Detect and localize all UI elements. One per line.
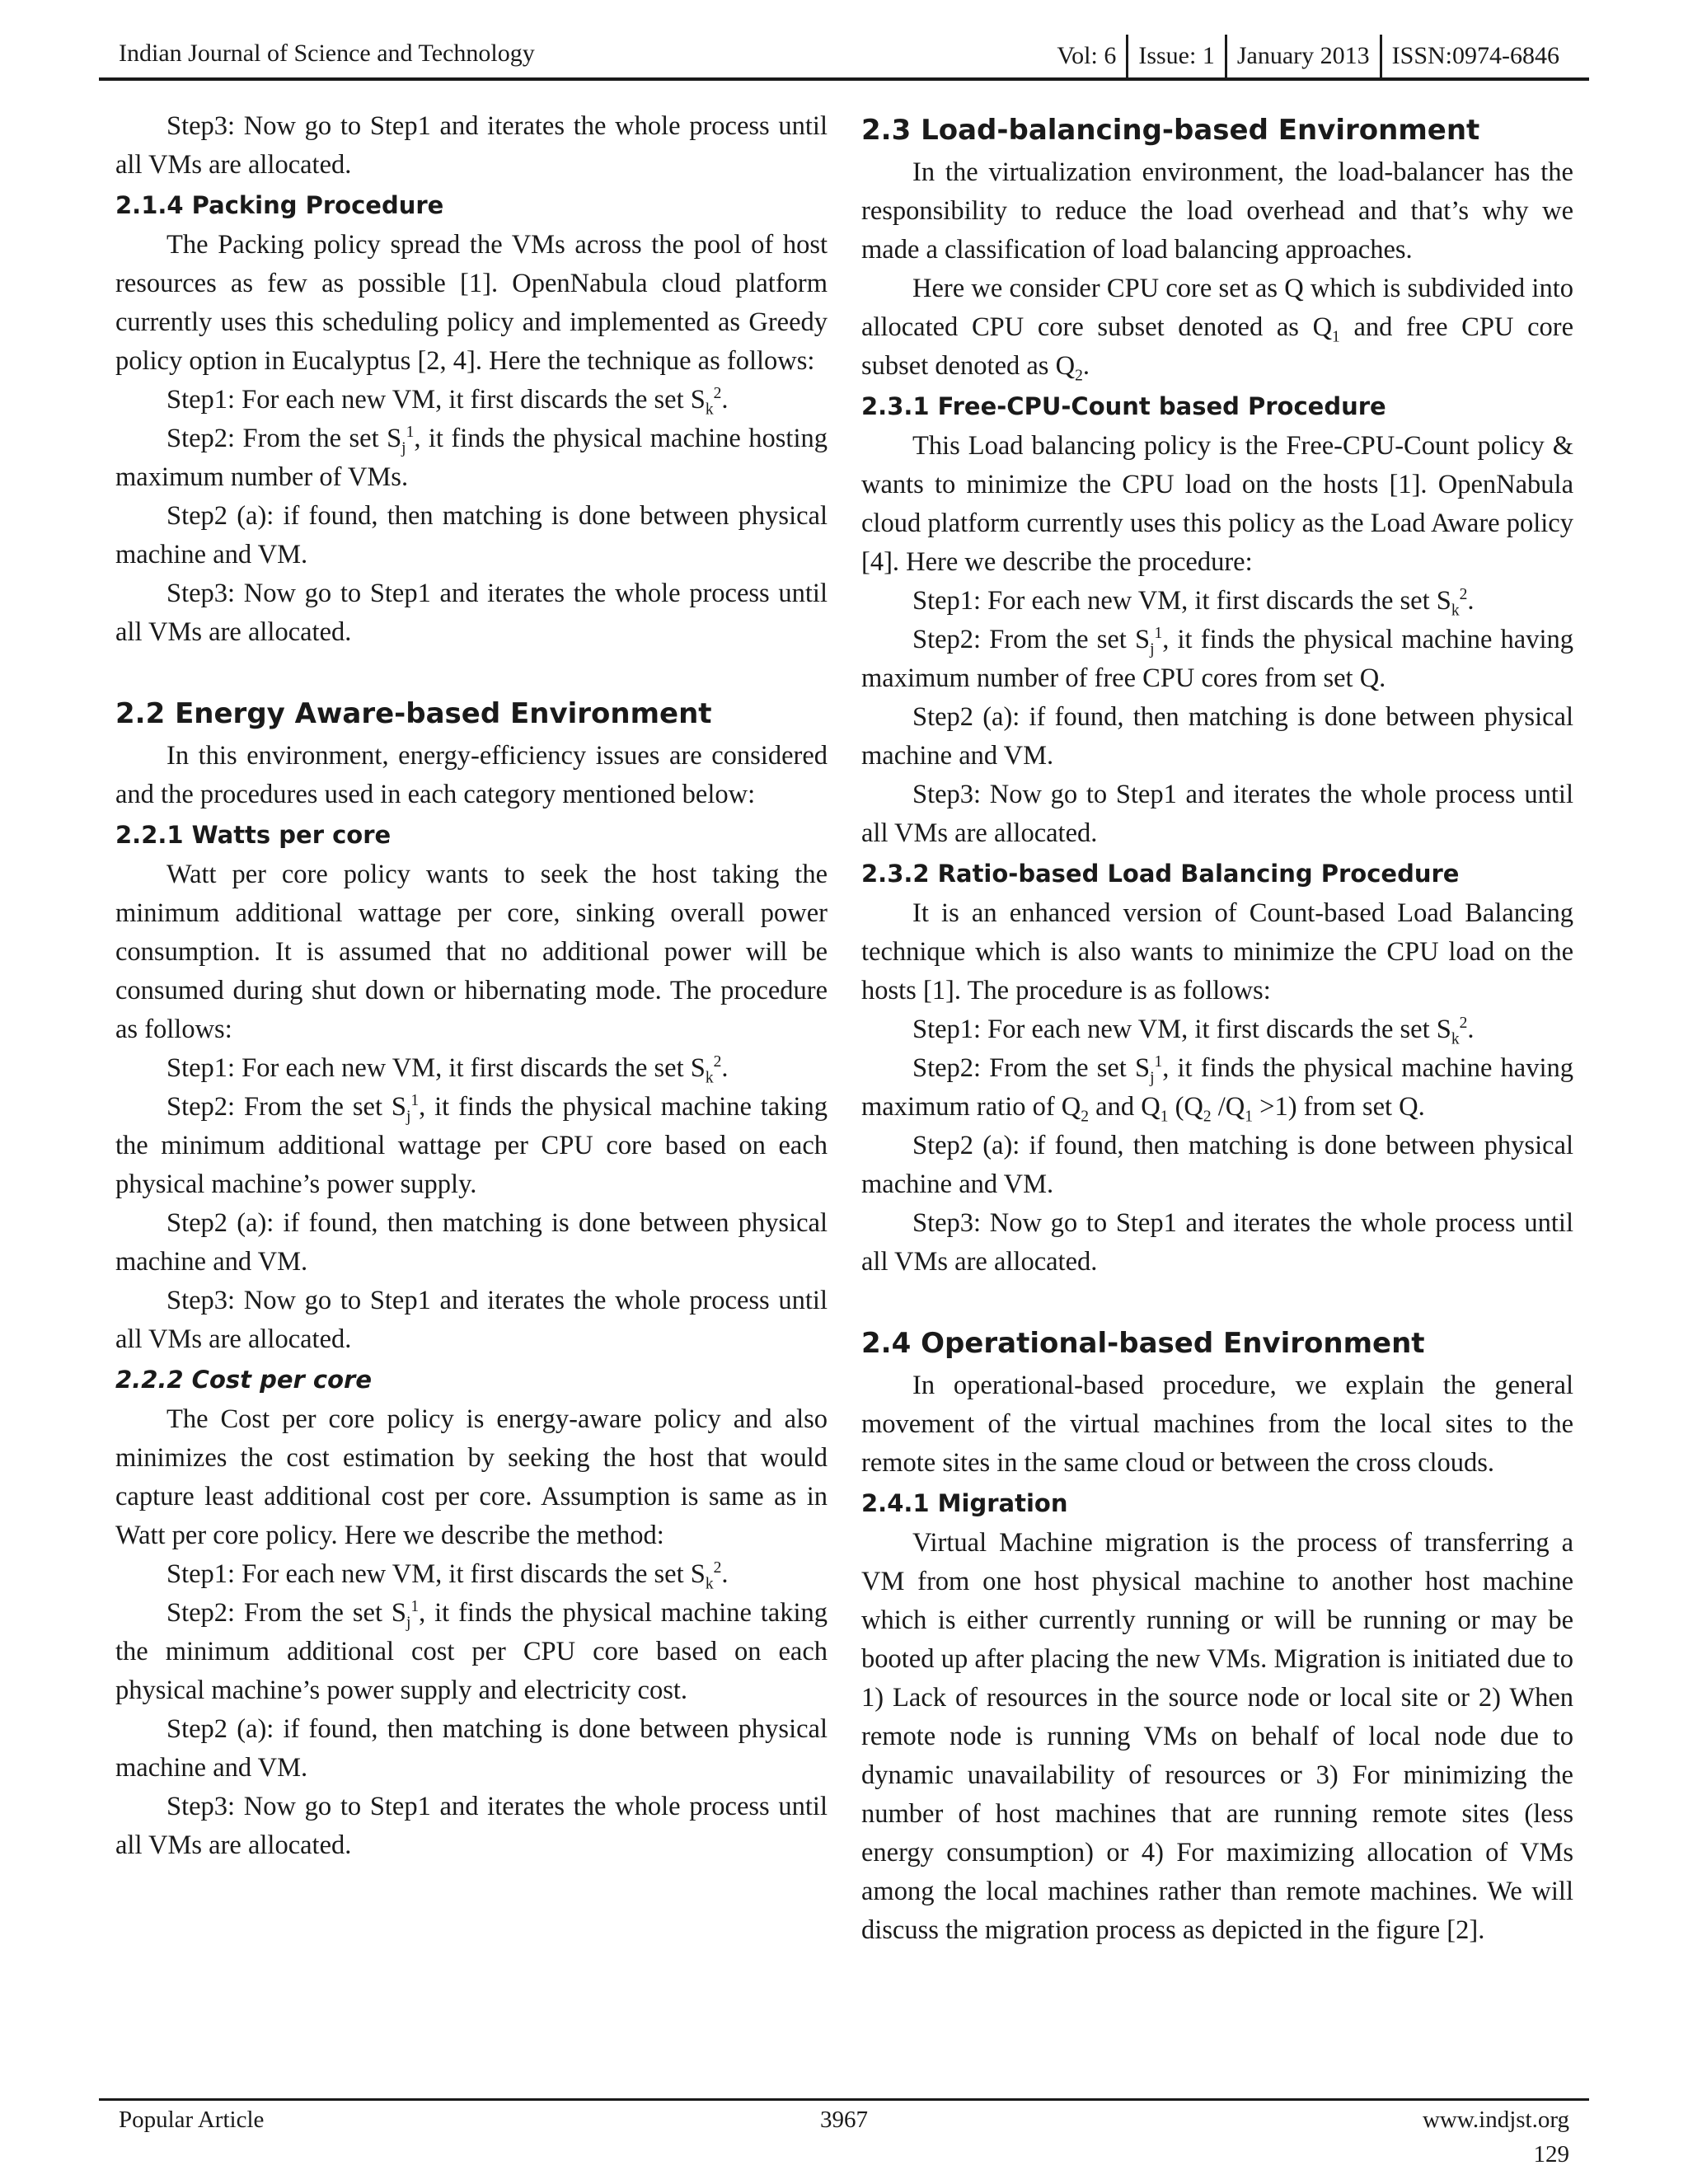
subscript: j — [406, 1614, 411, 1632]
step-text: , it finds the physical machine having maximum number of free CPU cores from set Q. — [861, 625, 1573, 693]
step-1 — [115, 381, 828, 419]
right-column — [861, 107, 1573, 1950]
paragraph: This Load balancing policy is the Free-CPU-Count policy & wants to minimize the CPU load on the hosts [1]. OpenNabula cloud platform currently uses this policy as the Load Aware policy [4]. Here we describe the procedure: — [861, 431, 1573, 577]
superscript: 1 — [1154, 1053, 1163, 1071]
subscript: k — [705, 1069, 714, 1087]
step-text: Step1: For each new VM, it first discards the set S — [166, 1053, 706, 1083]
subscript: 2 — [1203, 1108, 1212, 1126]
issn: ISSN:0974-6846 — [1391, 42, 1559, 69]
step-1 — [861, 1010, 1573, 1049]
step-text: , it finds the physical machine having maximum ratio of Q — [861, 1053, 1573, 1122]
heading-2-2: 2.2 Energy Aware-based Environment — [115, 697, 712, 730]
heading-2-4-1: 2.4.1 Migration — [861, 1489, 1068, 1517]
step-text: , it finds the physical machine hosting maximum number of VMs. — [115, 424, 828, 492]
subscript: k — [705, 1575, 714, 1593]
step-2a: Step2 (a): if found, then matching is done between physical machine and VM. — [115, 1208, 828, 1277]
step-1 — [115, 1555, 828, 1594]
journal-website[interactable]: www.indjst.org — [1422, 2107, 1569, 2133]
subscript: j — [1150, 1069, 1155, 1087]
step-2 — [861, 621, 1573, 698]
step-text: Step1: For each new VM, it first discards the set S — [912, 586, 1451, 616]
superscript: 2 — [713, 385, 722, 403]
spacer — [861, 1282, 1573, 1320]
step-text: , it finds the physical machine taking the minimum additional cost per CPU core based on each physical machine’s power supply and electricity cost. — [115, 1598, 828, 1705]
paragraph: In the virtualization environment, the load-balancer has the responsibility to reduce the load overhead and that’s why we made a classification of load balancing approaches. — [861, 157, 1573, 265]
subscript: j — [401, 439, 406, 457]
step-text: Step1: For each new VM, it first discards the set S — [166, 385, 706, 415]
superscript: 2 — [713, 1053, 722, 1071]
period: . — [721, 385, 729, 415]
footer-rule — [99, 2098, 1589, 2101]
step-text: , it finds the physical machine taking the minimum additional wattage per CPU core based on each physical machine’s power supply. — [115, 1092, 828, 1199]
period: . — [1082, 351, 1090, 381]
step-1 — [115, 1049, 828, 1088]
step-3: Step3: Now go to Step1 and iterates the whole process until all VMs are allocated. — [861, 780, 1573, 848]
step-3: Step3: Now go to Step1 and iterates the whole process until all VMs are allocated. — [115, 579, 828, 647]
superscript: 1 — [410, 1598, 420, 1616]
volume: Vol: 6 — [1057, 42, 1117, 69]
step-3: Step3: Now go to Step1 and iterates the whole process until all VMs are allocated. — [115, 1792, 828, 1860]
paragraph: In this environment, energy-efficiency issues are considered and the procedures used in each category mentioned below: — [115, 741, 828, 809]
superscript: 1 — [1154, 625, 1163, 643]
subscript: j — [1150, 640, 1155, 658]
superscript: 2 — [1459, 586, 1468, 604]
paragraph — [861, 269, 1573, 386]
subscript: k — [705, 401, 714, 419]
spacer — [115, 652, 828, 691]
period: . — [721, 1559, 729, 1589]
step-text: Step1: For each new VM, it first discards the set S — [912, 1015, 1451, 1044]
header-rule — [99, 77, 1589, 81]
step-2a: Step2 (a): if found, then matching is done between physical machine and VM. — [115, 501, 828, 569]
subscript: 1 — [1160, 1108, 1169, 1126]
step-3: Step3: Now go to Step1 and iterates the whole process until all VMs are allocated. — [861, 1208, 1573, 1277]
step-2a: Step2 (a): if found, then matching is done between physical machine and VM. — [861, 702, 1573, 771]
step-3: Step3: Now go to Step1 and iterates the whole process until all VMs are allocated. — [115, 1286, 828, 1354]
subscript: 2 — [1075, 367, 1083, 385]
step-text: Step2: From the set S — [166, 424, 402, 453]
page-number: 129 — [1533, 2141, 1569, 2168]
period: . — [1467, 586, 1475, 616]
paragraph-text: and free CPU core subset denoted as Q — [861, 312, 1573, 381]
left-column — [115, 107, 828, 1865]
subscript: k — [1451, 1030, 1460, 1048]
heading-2-4: 2.4 Operational-based Environment — [861, 1327, 1425, 1360]
heading-2-3: 2.3 Load-balancing-based Environment — [861, 114, 1480, 147]
issue-date: January 2013 — [1236, 42, 1370, 69]
step-2 — [115, 1088, 828, 1204]
heading-2-1-4: 2.1.4 Packing Procedure — [115, 191, 444, 219]
step-1 — [861, 582, 1573, 621]
step-text: Step2: From the set S — [912, 1053, 1151, 1083]
running-header — [99, 33, 1589, 79]
superscript: 1 — [406, 424, 415, 442]
paragraph: It is an enhanced version of Count-based Load Balancing technique which is also wants to minimize the CPU load on the hosts [1]. The procedure is as follows: — [861, 898, 1573, 1005]
period: . — [1467, 1015, 1475, 1044]
paragraph: Step3: Now go to Step1 and iterates the whole process until all VMs are allocated. — [115, 111, 828, 180]
paragraph: In operational-based procedure, we explain the general movement of the virtual machines from the local sites to the remote sites in the same cloud or between the cross clouds. — [861, 1371, 1573, 1478]
subscript: k — [1451, 602, 1460, 620]
article-number: 3967 — [820, 2107, 868, 2133]
subscript: 1 — [1332, 328, 1340, 346]
paragraph: Watt per core policy wants to seek the host taking the minimum additional wattage per core, sinking overall power consumption. It is assumed that no additional power will be consumed during shut down or hibernating mode. The procedure as follows: — [115, 860, 828, 1044]
superscript: 2 — [1459, 1015, 1468, 1033]
subscript: 1 — [1245, 1108, 1253, 1126]
step-text: /Q — [1211, 1092, 1245, 1122]
heading-2-3-2: 2.3.2 Ratio-based Load Balancing Procedure — [861, 860, 1460, 888]
journal-name: Indian Journal of Science and Technology — [119, 40, 535, 67]
article-type: Popular Article — [119, 2107, 265, 2133]
step-text: Step2: From the set S — [166, 1598, 406, 1628]
paragraph: The Packing policy spread the VMs across the pool of host resources as few as possible [1]. OpenNabula cloud platform currently uses this scheduling policy and implemented as Greedy policy option in Eucalyptus [2, 4]. Here the technique as follows: — [115, 230, 828, 376]
step-text: >1) from set Q. — [1252, 1092, 1425, 1122]
step-2 — [115, 1594, 828, 1710]
superscript: 2 — [713, 1559, 722, 1577]
step-2a: Step2 (a): if found, then matching is done between physical machine and VM. — [115, 1714, 828, 1783]
step-text: Step1: For each new VM, it first discards the set S — [166, 1559, 706, 1589]
step-2a: Step2 (a): if found, then matching is done between physical machine and VM. — [861, 1131, 1573, 1199]
heading-2-2-2: 2.2.2 Cost per core — [115, 1366, 372, 1394]
step-text: Step2: From the set S — [166, 1092, 406, 1122]
period: . — [721, 1053, 729, 1083]
heading-2-2-1: 2.2.1 Watts per core — [115, 821, 392, 849]
paragraph-text: Here we consider CPU core set as Q which is subdivided into allocated CPU core subset denoted as Q — [861, 274, 1573, 342]
subscript: j — [406, 1108, 411, 1126]
issue: Issue: 1 — [1138, 42, 1215, 69]
step-2 — [861, 1049, 1573, 1127]
step-text: Step2: From the set S — [912, 625, 1151, 654]
subscript: 2 — [1081, 1108, 1090, 1126]
issue-info — [1047, 33, 1569, 79]
step-2 — [115, 419, 828, 497]
step-text: and Q — [1089, 1092, 1160, 1122]
heading-2-3-1: 2.3.1 Free-CPU-Count based Procedure — [861, 392, 1386, 420]
step-text: (Q — [1168, 1092, 1203, 1122]
superscript: 1 — [410, 1092, 420, 1110]
paragraph: The Cost per core policy is energy-aware policy and also minimizes the cost estimation by seeking the host that would capture least additional cost per core. Assumption is same as in Watt per core policy. Here we describe the method: — [115, 1404, 828, 1550]
paragraph: Virtual Machine migration is the process of transferring a VM from one host physical machine to another host machine which is either currently running or will be running or may be booted up after placing the new VMs. Migration is initiated due to 1) Lack of resources in the source node or local site or 2) When remote node is running VMs on behalf of local node due to dynamic unavailability of resources or 3) For minimizing the number of host machines that are running remote sites (less energy consumption) or 4) For maximizing allocation of VMs among the local machines rather than remote machines. We will discuss the migration process as depicted in the figure [2]. — [861, 1528, 1573, 1945]
